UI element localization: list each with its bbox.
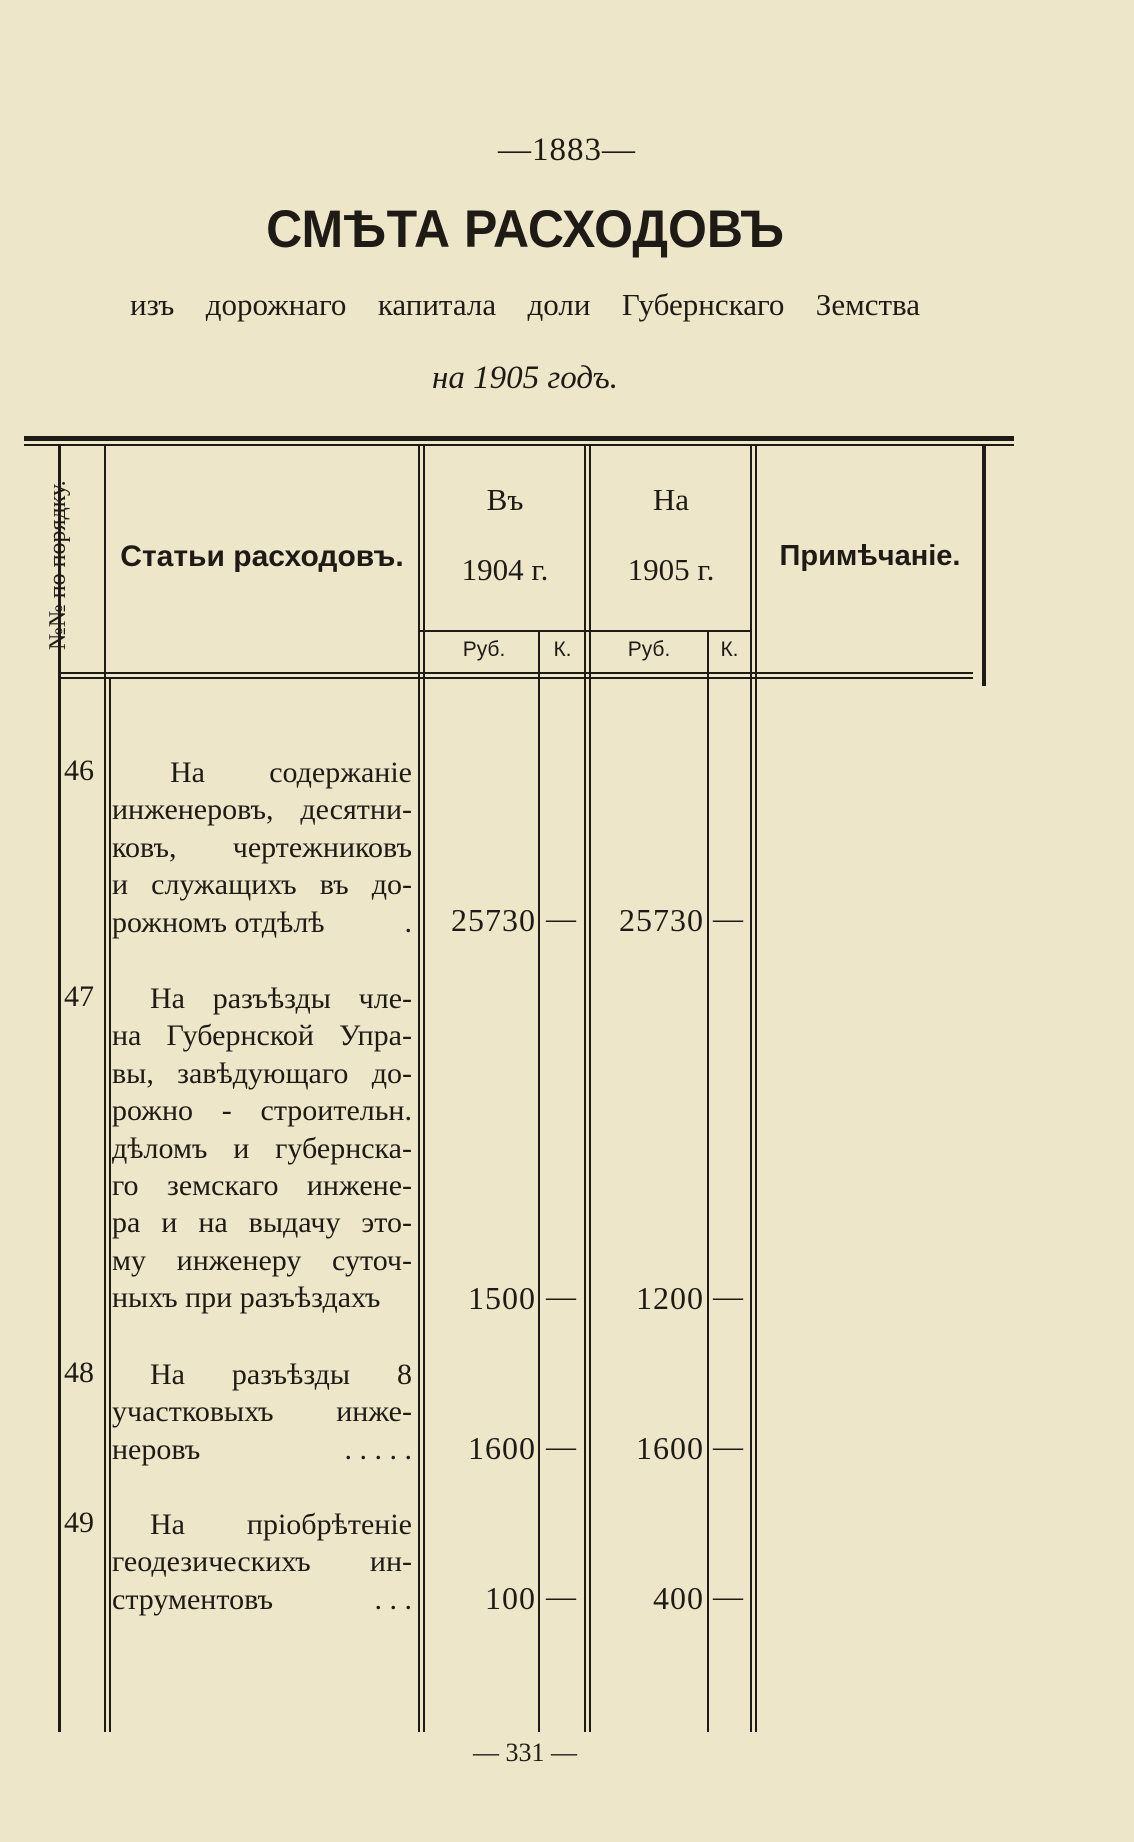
row-description-line: рожно - строительн. [112, 1094, 412, 1128]
page-number-bottom: — 331 — [473, 1738, 577, 1767]
unit-rub-1905: Руб. [627, 638, 671, 661]
row-description-line: дѣломъ и губернска- [112, 1131, 412, 1165]
page-number-top: —1883— [498, 132, 636, 168]
col-rule-1904 [584, 446, 586, 1732]
row-leader-dots: . [404, 905, 412, 939]
subtitle-word: доли [527, 287, 591, 322]
amount-1904-kop: — [546, 1280, 576, 1313]
subtitle-word: Губернскаго [621, 287, 785, 322]
header-1905-top: На [652, 482, 690, 517]
header-row-number: №№ по порядку. [45, 480, 71, 650]
row-number: 48 [64, 1356, 94, 1389]
row-leader-dots: . . . . . [344, 1432, 412, 1466]
row-description-line: на Губернской Упра- [112, 1019, 412, 1053]
col-rule-1905 [750, 446, 752, 1732]
row-description-text: рожномъ отдѣлѣ [112, 905, 325, 939]
subtitle-word: изъ [130, 287, 175, 322]
row-description [112, 754, 412, 941]
row-description-line: вы, завѣдующаго до- [112, 1056, 412, 1090]
row-description-line: На пріобрѣтеніе [150, 1508, 412, 1541]
row-description-line: На содержаніе [170, 756, 412, 789]
row-description [112, 980, 412, 1317]
row-description-line [112, 904, 412, 941]
row-description [112, 1356, 412, 1468]
row-description-line: му инженеру суточ- [112, 1243, 412, 1277]
row-description-line: На разъѣзды чле- [150, 982, 412, 1015]
row-description-line: На разъѣзды 8 [150, 1358, 412, 1391]
amount-1904-rub: 25730 [451, 902, 536, 938]
row-description-line: инженеровъ, десятни- [112, 793, 412, 827]
amount-1904-rub: 1500 [468, 1280, 536, 1316]
amount-1905-kop: — [713, 1280, 743, 1313]
row-description-line [112, 1431, 412, 1468]
header-1905-bottom: 1905 г. [627, 552, 715, 587]
amount-1904-rub: 100 [485, 1580, 536, 1616]
col-rule-right [982, 446, 986, 686]
row-description-line: участковыхъ инже- [112, 1395, 412, 1429]
row-number: 49 [64, 1506, 94, 1539]
row-description-text: струментовъ [112, 1582, 274, 1616]
col-rule-num-2 [109, 678, 111, 1732]
row-description-line: и служащихъ въ до- [112, 868, 412, 902]
header-1904-bottom: 1904 г. [461, 552, 549, 587]
amount-1905-rub: 1600 [636, 1430, 704, 1466]
unit-kop-1905: К. [720, 638, 739, 661]
header-notes: Примѣчаніе. [779, 540, 961, 572]
amount-1904-kop: — [546, 902, 576, 935]
row-number: 46 [64, 754, 94, 787]
subtitle-word: капитала [377, 287, 497, 322]
subtitle-word: Земства [815, 287, 920, 322]
row-description-line [112, 1279, 412, 1316]
row-description-line: го земскаго инжене- [112, 1169, 412, 1203]
amount-1905-rub: 1200 [636, 1280, 704, 1316]
col-rule-items [418, 446, 420, 1732]
col-rule-1905-2 [755, 446, 757, 1732]
unit-rub-1904: Руб. [462, 638, 506, 661]
row-description [112, 1506, 412, 1618]
amount-1905-kop: — [713, 902, 743, 935]
amount-1905-rub: 25730 [619, 902, 704, 938]
amount-1904-rub: 1600 [468, 1430, 536, 1466]
row-description-text: неровъ [112, 1432, 201, 1466]
row-description-line: геодезическихъ ин- [112, 1545, 412, 1579]
amount-1905-rub: 400 [653, 1580, 704, 1616]
page-title: СМѢТА РАСХОДОВЪ [266, 199, 784, 259]
row-description-line [112, 1581, 412, 1618]
header-items: Статьи расходовъ. [120, 540, 404, 573]
row-description-text: ныхъ при разъѣздахъ [112, 1281, 381, 1315]
header-bottom-rule-2 [58, 677, 973, 679]
col-rule-num [104, 446, 106, 1732]
row-description-line: ра и на выдачу это- [112, 1206, 412, 1240]
amount-1905-kop: — [713, 1580, 743, 1613]
amount-1905-kop: — [713, 1430, 743, 1463]
amount-1904-kop: — [546, 1430, 576, 1463]
header-bottom-rule [58, 672, 973, 674]
col-rule-items-2 [423, 446, 425, 1732]
header-1904-top: Въ [486, 482, 524, 517]
unit-kop-1904: К. [553, 638, 572, 661]
row-number: 47 [64, 980, 94, 1013]
row-description-line: ковъ, чертежниковъ [112, 830, 412, 864]
col-rule-1904-2 [589, 446, 591, 1732]
table-top-rule-thin [24, 444, 1014, 446]
table-top-rule [24, 436, 1014, 441]
budget-year: на 1905 годъ. [432, 360, 618, 396]
col-rule-kop-1904 [538, 632, 540, 1732]
row-leader-dots: . . . [374, 1582, 412, 1616]
subtitle-word: дорожнаго [205, 287, 347, 322]
col-rule-kop-1905 [707, 632, 709, 1732]
amount-1904-kop: — [546, 1580, 576, 1613]
